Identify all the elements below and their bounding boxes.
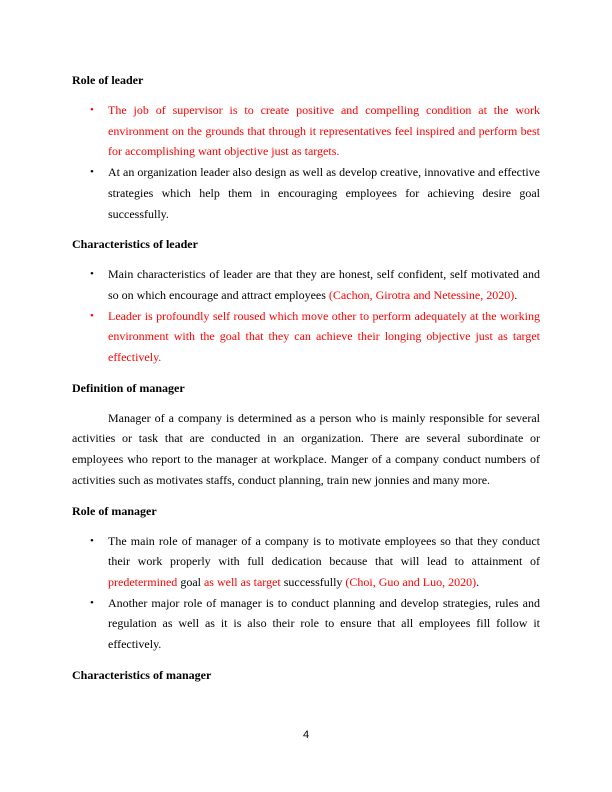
document-page	[72, 60, 540, 685]
list-item: • Leader is profoundly self roused which move other to perform adequately at the working environment with the goal that they can achieve their longing objective just as target effectively.	[72, 306, 540, 368]
list-item: • At an organization leader also design as well as develop creative, innovative and effective strategies which help them in encouraging employees for achieving desire goal successfully.	[72, 162, 540, 224]
list-item: • Another major role of manager is to conduct planning and develop strategies, rules and regulation as well as it is also their role to ensure that all employees fill follow it effectively.	[72, 593, 540, 655]
bullet-icon: •	[90, 309, 94, 322]
list-item: • Main characteristics of leader are that they are honest, self confident, self motivated and so on which encourage and attract employees (Cachon, Girotra and Netessine, 2020).	[72, 264, 540, 305]
list-item: • The main role of manager of a company is to motivate employees so that they conduct their work properly with full dedication because that will lead to attainment of predetermined goal as well as target successfully (Choi, Guo and Luo, 2020).	[72, 531, 540, 593]
heading-role-of-leader: Role of leader	[72, 73, 144, 87]
bullet-icon: •	[90, 534, 94, 547]
bullet-icon: •	[90, 268, 94, 281]
bullet-icon: •	[90, 166, 94, 179]
role-of-leader-list	[72, 100, 540, 224]
definition-paragraph: Manager of a company is determined as a person who is mainly responsible for several activities or task that are conducted in an organization. There are several subordinate or employees who report to the manager at workplace. Manger of a company conduct numbers of activities such as motivates staffs, conduct planning, train new jonnies and many more.	[72, 410, 540, 487]
page-number: 4	[302, 729, 310, 741]
bullet-icon: •	[90, 596, 94, 609]
heading-role-of-manager: Role of manager	[72, 503, 157, 518]
heading-characteristics-of-manager: Characteristics of manager	[72, 667, 212, 682]
citation: (Choi, Guo and Luo, 2020)	[345, 574, 477, 589]
characteristics-of-leader-list	[72, 264, 540, 368]
list-item: • The job of supervisor is to create positive and compelling condition at the work environment on the grounds that through it representatives feel inspired and perform best for accomplishing want objective just as targets.	[72, 100, 540, 162]
citation: (Cachon, Girotra and Netessine, 2020)	[328, 287, 515, 302]
role-of-manager-list	[72, 531, 540, 655]
heading-characteristics-of-leader: Characteristics of leader	[72, 237, 198, 252]
heading-definition-of-manager: Definition of manager	[72, 380, 185, 395]
bullet-icon: •	[90, 104, 94, 116]
